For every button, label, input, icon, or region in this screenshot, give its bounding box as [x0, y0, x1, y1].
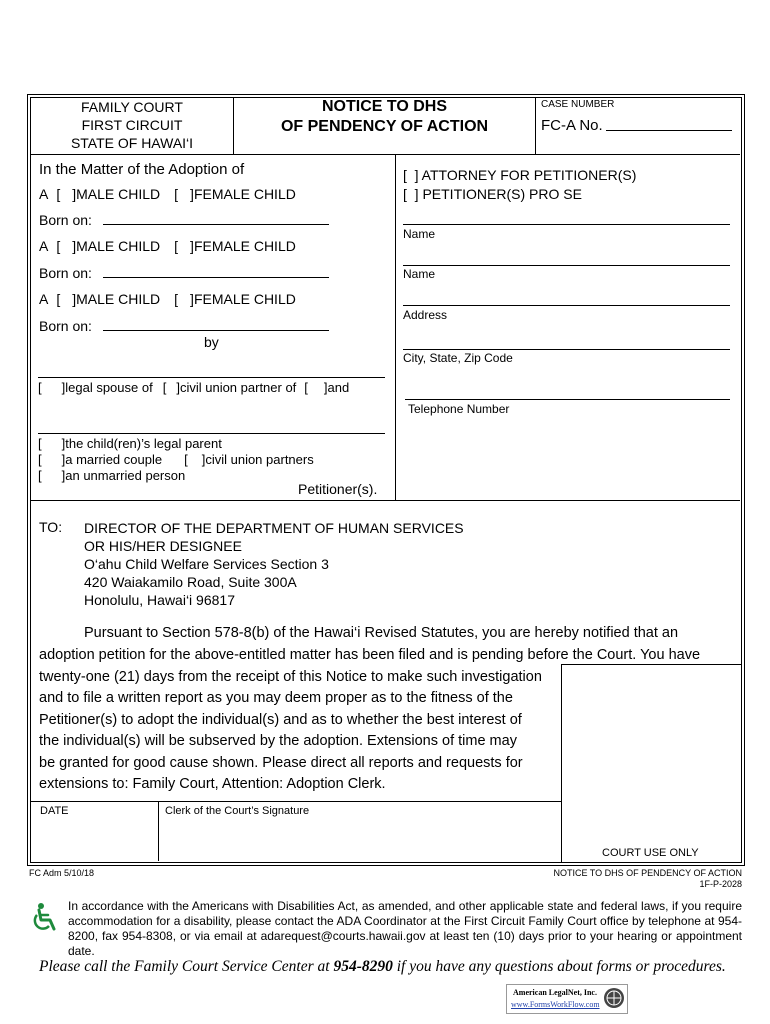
body-p7: be granted for good cause shown. Please direct all reports and requests for	[39, 755, 523, 771]
checkbox-legal-spouse[interactable]: [ ]	[38, 380, 66, 395]
status-row-2	[38, 452, 314, 468]
court-line-3: STATE OF HAWAI‘I	[70, 135, 194, 151]
call-suffix: if you have any questions about forms or procedures.	[392, 958, 726, 975]
case-number-prefix: FC-A No.	[541, 117, 603, 134]
status-row-1	[38, 436, 222, 452]
status-row-3	[38, 468, 185, 484]
petitioner-name-field[interactable]	[38, 363, 385, 378]
header-bottom-rule	[30, 154, 740, 155]
attorney-line-1[interactable]	[403, 210, 730, 225]
wheelchair-icon	[29, 902, 61, 934]
legal-spouse-label: legal spouse of	[65, 380, 153, 395]
form-code: 1F-P-2028	[699, 879, 742, 889]
body-p4: and to file a written report as you may deem proper as to the fitness of the	[39, 690, 513, 706]
city-field[interactable]	[403, 335, 730, 350]
body-p6: the individual(s) will be subserved by the adoption. Extensions of time may	[39, 733, 517, 749]
born-on-field-3[interactable]	[103, 316, 329, 331]
checkbox-civil-union-partner[interactable]: [ ]	[162, 380, 180, 395]
born-on-field-1[interactable]	[103, 210, 329, 225]
telephone-field[interactable]	[405, 385, 730, 400]
checkbox-male-1[interactable]: [ ]	[56, 186, 77, 202]
form-id: FC Adm 5/10/18	[29, 868, 95, 878]
relationship-row	[38, 380, 349, 395]
second-petitioner-field[interactable]	[38, 419, 385, 434]
checkbox-married-couple[interactable]: [ ]	[38, 452, 66, 467]
male-child-label: MALE CHILD	[76, 186, 161, 202]
checkbox-civil-union-partners[interactable]: [ ]	[184, 452, 206, 467]
born-on-label-2: Born on:	[39, 265, 92, 281]
female-child-label: FEMALE CHILD	[193, 186, 296, 202]
born-on-label-1: Born on:	[39, 212, 92, 228]
civil-union-partners-label: civil union partners	[205, 452, 314, 467]
date-label: DATE	[40, 805, 69, 817]
case-number-field[interactable]	[606, 116, 732, 131]
court-use-box	[561, 664, 741, 862]
male-child-label: MALE CHILD	[76, 238, 161, 254]
checkbox-male-2[interactable]: [ ]	[56, 238, 77, 254]
checkbox-female-3[interactable]: [ ]	[174, 291, 194, 307]
to-line-1: DIRECTOR OF THE DEPARTMENT OF HUMAN SERVICES	[84, 520, 464, 536]
title-line-2: OF PENDENCY OF ACTION	[280, 118, 489, 135]
checkbox-female-2[interactable]: [ ]	[174, 238, 194, 254]
checkbox-unmarried[interactable]: [ ]	[38, 468, 66, 483]
globe-icon	[603, 987, 625, 1009]
child-row-2	[39, 238, 296, 254]
signature-row-top-rule	[30, 801, 561, 802]
female-child-label: FEMALE CHILD	[193, 238, 296, 254]
name-label-1: Name	[403, 227, 436, 241]
born-on-field-2[interactable]	[103, 263, 329, 278]
to-address-block	[84, 519, 464, 609]
child-row-3	[39, 291, 296, 307]
to-line-3: O‘ahu Child Welfare Services Section 3	[84, 556, 329, 572]
vendor-badge	[506, 984, 628, 1014]
and-label: and	[327, 380, 350, 395]
address-field[interactable]	[403, 291, 730, 306]
header-divider-2	[535, 97, 536, 154]
body-p2: adoption petition for the above-entitled matter has been filed and is pending before the Court. You have	[39, 647, 701, 663]
legal-parent-label: the child(ren)’s legal parent	[65, 436, 222, 451]
call-number: 954-8290	[333, 958, 393, 975]
checkbox-male-3[interactable]: [ ]	[56, 291, 77, 307]
vendor-name: American LegalNet, Inc.	[513, 988, 597, 997]
male-child-label: MALE CHILD	[76, 291, 161, 307]
civil-union-partner-label: civil union partner of	[179, 380, 297, 395]
married-couple-label: a married couple	[65, 452, 163, 467]
call-prefix: Please call the Family Court Service Center at	[39, 958, 334, 975]
form-title-footer	[480, 868, 742, 890]
to-label: TO:	[39, 519, 63, 535]
address-label: Address	[403, 308, 448, 322]
service-center-line	[39, 958, 726, 976]
telephone-label: Telephone Number	[408, 402, 510, 416]
title-line-1: NOTICE TO DHS	[321, 98, 448, 115]
born-on-label-3: Born on:	[39, 318, 92, 334]
by-label: by	[204, 334, 219, 350]
child-a: A	[39, 238, 49, 254]
name-field-2[interactable]	[403, 251, 730, 266]
clerk-signature-field[interactable]	[160, 820, 560, 860]
unmarried-label: an unmarried person	[65, 468, 186, 483]
to-line-2: OR HIS/HER DESIGNEE	[84, 538, 242, 554]
signature-row-divider	[158, 801, 159, 861]
city-label: City, State, Zip Code	[403, 351, 513, 365]
case-number-label: CASE NUMBER	[541, 99, 615, 110]
court-name	[31, 98, 233, 152]
pro-se-checkbox[interactable]: [ ] PETITIONER(S) PRO SE	[403, 186, 582, 202]
child-a: A	[39, 291, 49, 307]
attorney-for-checkbox[interactable]: [ ] ATTORNEY FOR PETITIONER(S)	[403, 167, 637, 183]
court-line-2: FIRST CIRCUIT	[81, 117, 183, 133]
document-title	[234, 97, 535, 137]
checkbox-and[interactable]: [ ]	[304, 380, 328, 395]
caption-bottom-rule	[30, 500, 740, 501]
ada-notice: In accordance with the Americans with Disabilities Act, as amended, and other applicable state and federal laws, if you require accommodation for a disability, please contact the ADA Coordinator at the First Circuit Family Court office by telephone at 954-8200, fax 954-8308, or via email at adarequest@courts.hawaii.gov at least ten (10) days prior to your hearing or appointment date.	[68, 899, 742, 958]
form-title-text: NOTICE TO DHS OF PENDENCY OF ACTION	[553, 868, 742, 878]
to-line-4: 420 Waiakamilo Road, Suite 300A	[84, 574, 297, 590]
child-row-1	[39, 186, 296, 202]
clerk-signature-label: Clerk of the Court’s Signature	[165, 805, 310, 817]
to-line-5: Honolulu, Hawai‘i 96817	[84, 592, 235, 608]
vendor-link[interactable]: www.FormsWorkFlow.com	[511, 1000, 600, 1009]
checkbox-female-1[interactable]: [ ]	[174, 186, 194, 202]
body-p5: Petitioner(s) to adopt the individual(s) and as to whether the best interest of	[39, 712, 522, 728]
date-field[interactable]	[31, 820, 157, 860]
body-p3: twenty-one (21) days from the receipt of this Notice to make such investigation	[39, 669, 542, 685]
body-p1: Pursuant to Section 578-8(b) of the Hawai‘i Revised Statutes, you are hereby notified that an	[84, 625, 679, 641]
name-label-2: Name	[403, 267, 436, 281]
petitioners-label: Petitioner(s).	[298, 481, 378, 497]
checkbox-legal-parent[interactable]: [ ]	[38, 436, 66, 451]
body-p8: extensions to: Family Court, Attention: Adoption Clerk.	[39, 776, 386, 792]
matter-heading: In the Matter of the Adoption of	[39, 161, 245, 178]
court-use-only-label: COURT USE ONLY	[602, 847, 699, 859]
court-line-1: FAMILY COURT	[81, 99, 183, 115]
female-child-label: FEMALE CHILD	[193, 291, 296, 307]
child-a: A	[39, 186, 49, 202]
caption-divider	[395, 155, 396, 500]
